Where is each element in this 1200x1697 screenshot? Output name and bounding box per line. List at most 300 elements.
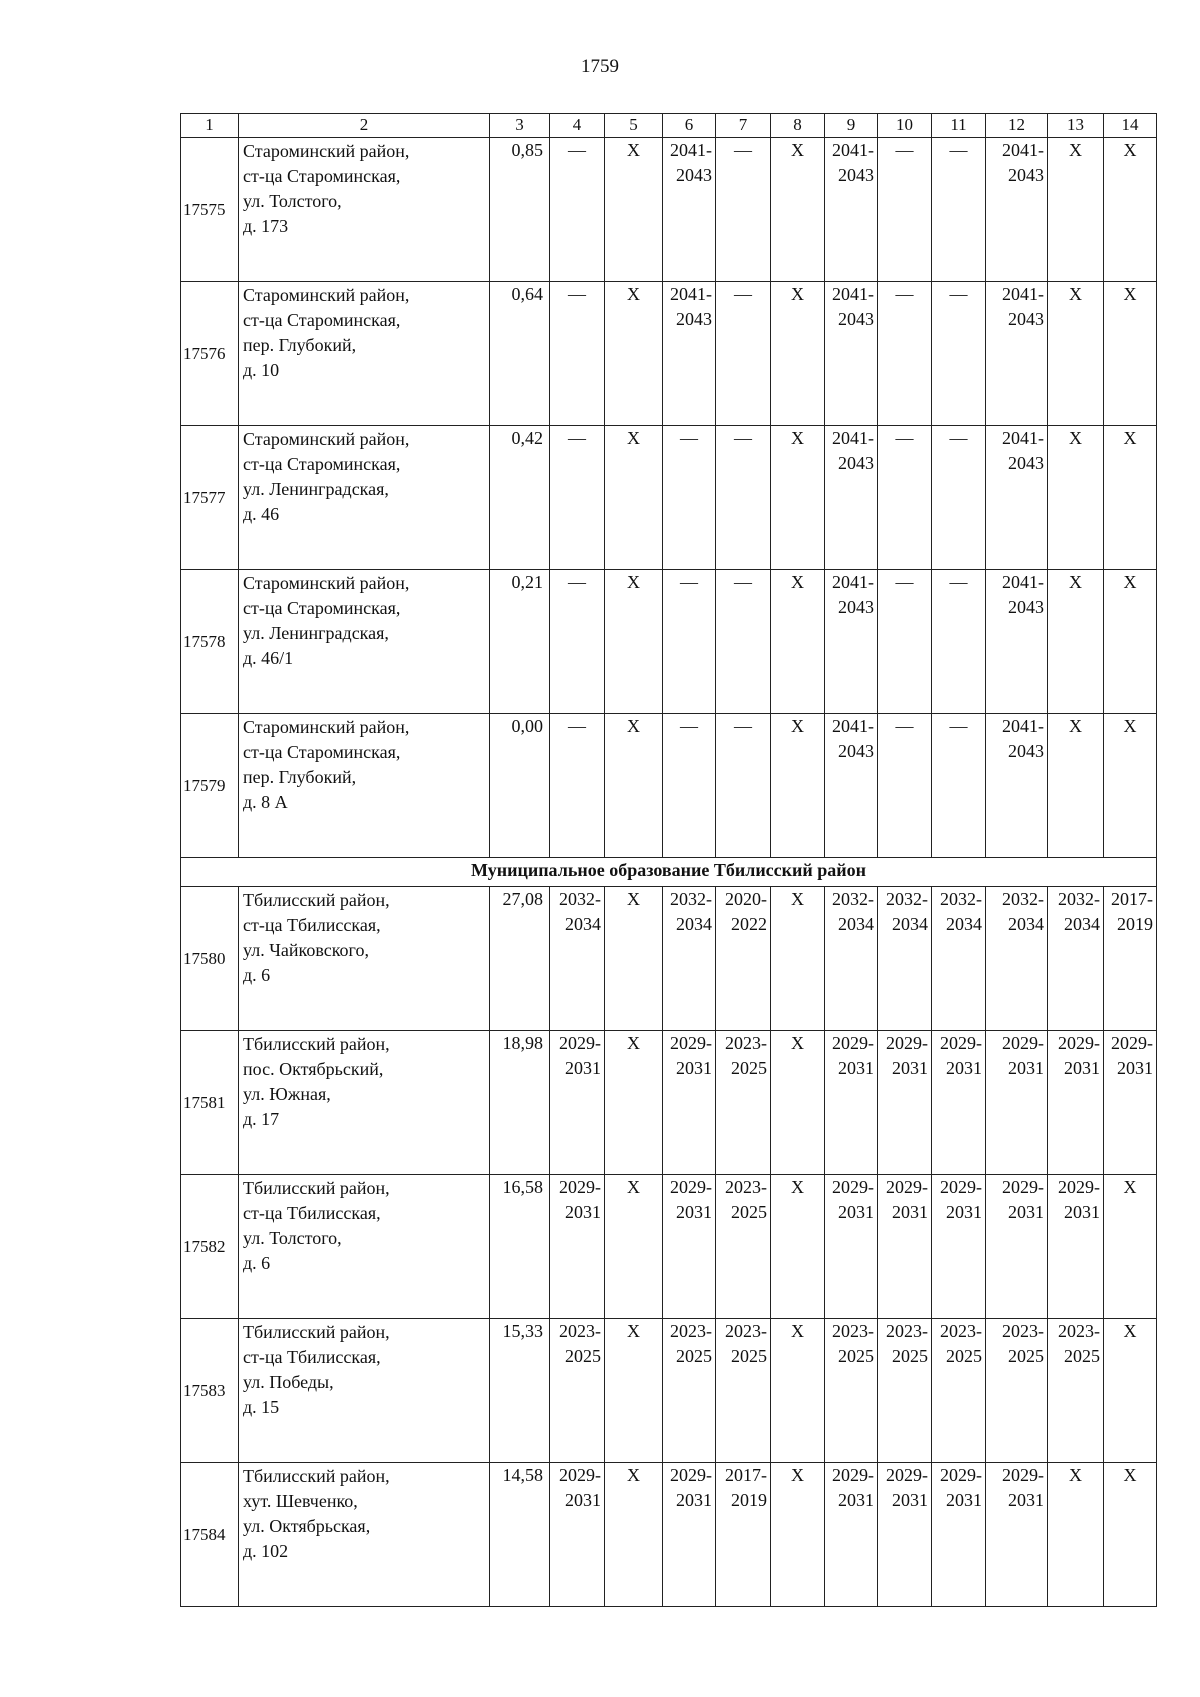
- value-cell: —: [716, 426, 771, 570]
- period-part: 2034: [1064, 914, 1100, 934]
- period-cell: [825, 714, 878, 858]
- value-cell: Х: [1048, 714, 1104, 858]
- value-cell: —: [878, 282, 932, 426]
- period-part: 2029-: [670, 1465, 712, 1485]
- period-part: 2023-: [832, 1321, 874, 1341]
- period-part: 2031: [565, 1490, 601, 1510]
- value-cell: 0,21: [490, 570, 550, 714]
- column-header: 5: [605, 114, 663, 138]
- period-part: 2025: [731, 1346, 767, 1366]
- period-cell: [1048, 887, 1104, 1031]
- period-cell: [878, 1463, 932, 1607]
- period-part: 2043: [676, 309, 712, 329]
- value-cell: 0,42: [490, 426, 550, 570]
- address-line: ул. Ленинградская,: [243, 623, 389, 643]
- table-row: [181, 1031, 1157, 1175]
- period-part: 2023-: [670, 1321, 712, 1341]
- value-cell: Х: [605, 1319, 663, 1463]
- column-header-row: [181, 114, 1157, 138]
- table-row: [181, 426, 1157, 570]
- period-cell: [986, 426, 1048, 570]
- address-line: Староминский район,: [243, 285, 410, 305]
- period-cell: [663, 1463, 716, 1607]
- value-cell: Х: [605, 1031, 663, 1175]
- period-part: 2022: [731, 914, 767, 934]
- period-cell: [825, 1319, 878, 1463]
- period-part: 2031: [676, 1202, 712, 1222]
- value-cell: Х: [1048, 1463, 1104, 1607]
- address-line: ст-ца Тбилисская,: [243, 915, 381, 935]
- period-cell: [825, 887, 878, 1031]
- period-part: 2031: [676, 1490, 712, 1510]
- address-line: ст-ца Староминская,: [243, 166, 401, 186]
- period-part: 2029-: [886, 1177, 928, 1197]
- row-number: 17577: [181, 426, 239, 570]
- period-part: 2029-: [559, 1177, 601, 1197]
- row-number: 17583: [181, 1319, 239, 1463]
- value-cell: Х: [771, 1319, 825, 1463]
- period-part: 2025: [1064, 1346, 1100, 1366]
- address-line: д. 6: [243, 965, 271, 985]
- value-cell: Х: [605, 282, 663, 426]
- value-cell: Х: [1104, 138, 1157, 282]
- period-part: 2041-: [832, 140, 874, 160]
- period-cell: [986, 1175, 1048, 1319]
- address-line: Староминский район,: [243, 141, 410, 161]
- address-line: Тбилисский район,: [243, 1322, 390, 1342]
- value-cell: —: [716, 570, 771, 714]
- period-part: 2025: [565, 1346, 601, 1366]
- value-cell: Х: [1104, 714, 1157, 858]
- address-line: ул. Толстого,: [243, 191, 342, 211]
- period-part: 2025: [676, 1346, 712, 1366]
- period-cell: [825, 570, 878, 714]
- value-cell: 0,64: [490, 282, 550, 426]
- period-part: 2023-: [725, 1177, 767, 1197]
- column-header: 8: [771, 114, 825, 138]
- address-cell: [239, 570, 490, 714]
- period-part: 2034: [565, 914, 601, 934]
- period-cell: [878, 887, 932, 1031]
- period-cell: [1104, 887, 1157, 1031]
- period-cell: [663, 887, 716, 1031]
- value-cell: Х: [605, 714, 663, 858]
- address-line: д. 46/1: [243, 648, 294, 668]
- column-header: 13: [1048, 114, 1104, 138]
- period-cell: [663, 138, 716, 282]
- period-cell: [716, 1031, 771, 1175]
- period-cell: [716, 1463, 771, 1607]
- value-cell: Х: [1048, 138, 1104, 282]
- value-cell: —: [878, 138, 932, 282]
- row-number: 17581: [181, 1031, 239, 1175]
- address-cell: [239, 282, 490, 426]
- period-part: 2031: [892, 1058, 928, 1078]
- period-part: 2019: [1117, 914, 1153, 934]
- period-part: 2019: [731, 1490, 767, 1510]
- address-line: Староминский район,: [243, 429, 410, 449]
- period-cell: [825, 1175, 878, 1319]
- column-header: 7: [716, 114, 771, 138]
- address-line: ул. Южная,: [243, 1084, 331, 1104]
- table-row: [181, 1463, 1157, 1607]
- value-cell: Х: [605, 1175, 663, 1319]
- value-cell: 27,08: [490, 887, 550, 1031]
- period-part: 2029-: [1002, 1177, 1044, 1197]
- value-cell: 0,00: [490, 714, 550, 858]
- period-cell: [986, 1031, 1048, 1175]
- value-cell: Х: [605, 887, 663, 1031]
- address-line: Староминский район,: [243, 573, 410, 593]
- period-part: 2032-: [940, 889, 982, 909]
- value-cell: Х: [1104, 1175, 1157, 1319]
- period-part: 2031: [1064, 1058, 1100, 1078]
- value-cell: Х: [771, 426, 825, 570]
- period-part: 2025: [838, 1346, 874, 1366]
- period-cell: [550, 1031, 605, 1175]
- column-header: 3: [490, 114, 550, 138]
- value-cell: —: [550, 138, 605, 282]
- period-part: 2029-: [832, 1033, 874, 1053]
- period-part: 2031: [1064, 1202, 1100, 1222]
- period-part: 2029-: [1111, 1033, 1153, 1053]
- address-line: Тбилисский район,: [243, 1034, 390, 1054]
- period-cell: [550, 1175, 605, 1319]
- period-part: 2031: [892, 1202, 928, 1222]
- value-cell: Х: [771, 570, 825, 714]
- table-row: [181, 282, 1157, 426]
- period-part: 2023-: [725, 1321, 767, 1341]
- period-part: 2043: [1008, 741, 1044, 761]
- value-cell: —: [878, 570, 932, 714]
- period-cell: [1048, 1031, 1104, 1175]
- row-number: 17584: [181, 1463, 239, 1607]
- period-cell: [550, 887, 605, 1031]
- period-cell: [986, 1463, 1048, 1607]
- value-cell: —: [663, 714, 716, 858]
- period-part: 2034: [838, 914, 874, 934]
- period-part: 2041-: [1002, 428, 1044, 448]
- table-row: [181, 887, 1157, 1031]
- period-cell: [1104, 1031, 1157, 1175]
- address-line: ст-ца Тбилисская,: [243, 1347, 381, 1367]
- period-part: 2025: [731, 1058, 767, 1078]
- address-cell: [239, 1031, 490, 1175]
- period-part: 2034: [676, 914, 712, 934]
- value-cell: —: [878, 426, 932, 570]
- period-part: 2043: [1008, 309, 1044, 329]
- value-cell: —: [716, 714, 771, 858]
- register-table: [180, 113, 1157, 1607]
- address-line: ст-ца Староминская,: [243, 310, 401, 330]
- period-part: 2032-: [886, 889, 928, 909]
- period-cell: [663, 1319, 716, 1463]
- period-part: 2029-: [1058, 1177, 1100, 1197]
- period-cell: [663, 1175, 716, 1319]
- period-part: 2032-: [670, 889, 712, 909]
- period-part: 2023-: [725, 1033, 767, 1053]
- address-line: хут. Шевченко,: [243, 1491, 358, 1511]
- address-line: д. 102: [243, 1541, 289, 1561]
- value-cell: Х: [605, 570, 663, 714]
- address-line: д. 6: [243, 1253, 271, 1273]
- value-cell: Х: [1048, 282, 1104, 426]
- period-part: 2029-: [1002, 1033, 1044, 1053]
- address-cell: [239, 1463, 490, 1607]
- address-line: ул. Октябрьская,: [243, 1516, 371, 1536]
- period-part: 2017-: [725, 1465, 767, 1485]
- row-number: 17579: [181, 714, 239, 858]
- period-part: 2032-: [1058, 889, 1100, 909]
- period-part: 2041-: [832, 284, 874, 304]
- period-cell: [663, 282, 716, 426]
- period-cell: [932, 1175, 986, 1319]
- period-cell: [825, 282, 878, 426]
- value-cell: Х: [771, 714, 825, 858]
- period-cell: [1048, 1175, 1104, 1319]
- row-number: 17582: [181, 1175, 239, 1319]
- period-part: 2043: [676, 165, 712, 185]
- value-cell: Х: [1048, 570, 1104, 714]
- column-header: 11: [932, 114, 986, 138]
- address-line: д. 10: [243, 360, 280, 380]
- value-cell: Х: [1104, 282, 1157, 426]
- value-cell: —: [663, 426, 716, 570]
- address-line: пер. Глубокий,: [243, 767, 357, 787]
- value-cell: Х: [1104, 426, 1157, 570]
- table-row: [181, 714, 1157, 858]
- table-row: [181, 570, 1157, 714]
- period-part: 2029-: [832, 1177, 874, 1197]
- value-cell: —: [878, 714, 932, 858]
- address-line: Тбилисский район,: [243, 890, 390, 910]
- value-cell: Х: [771, 1031, 825, 1175]
- period-cell: [986, 138, 1048, 282]
- value-cell: —: [932, 138, 986, 282]
- period-part: 2041-: [832, 572, 874, 592]
- period-part: 2029-: [886, 1465, 928, 1485]
- table-row: [181, 1319, 1157, 1463]
- value-cell: Х: [771, 282, 825, 426]
- value-cell: —: [550, 570, 605, 714]
- period-part: 2023-: [886, 1321, 928, 1341]
- period-part: 2043: [838, 741, 874, 761]
- address-cell: [239, 426, 490, 570]
- period-cell: [825, 426, 878, 570]
- period-part: 2043: [838, 309, 874, 329]
- section-title: Муниципальное образование Тбилисский район: [181, 858, 1157, 887]
- period-part: 2029-: [559, 1033, 601, 1053]
- period-part: 2023-: [940, 1321, 982, 1341]
- value-cell: Х: [1104, 570, 1157, 714]
- period-cell: [878, 1319, 932, 1463]
- period-part: 2031: [838, 1490, 874, 1510]
- address-cell: [239, 138, 490, 282]
- period-part: 2032-: [559, 889, 601, 909]
- period-part: 2029-: [670, 1177, 712, 1197]
- period-cell: [932, 1031, 986, 1175]
- value-cell: —: [663, 570, 716, 714]
- value-cell: Х: [771, 887, 825, 1031]
- value-cell: —: [932, 714, 986, 858]
- row-number: 17578: [181, 570, 239, 714]
- period-cell: [986, 1319, 1048, 1463]
- period-part: 2029-: [1058, 1033, 1100, 1053]
- period-part: 2032-: [1002, 889, 1044, 909]
- value-cell: 0,85: [490, 138, 550, 282]
- value-cell: Х: [1104, 1319, 1157, 1463]
- period-part: 2029-: [940, 1177, 982, 1197]
- address-line: пер. Глубокий,: [243, 335, 357, 355]
- value-cell: Х: [605, 426, 663, 570]
- period-cell: [986, 570, 1048, 714]
- period-cell: [878, 1031, 932, 1175]
- address-line: ст-ца Тбилисская,: [243, 1203, 381, 1223]
- period-part: 2043: [1008, 453, 1044, 473]
- value-cell: 14,58: [490, 1463, 550, 1607]
- row-number: 17575: [181, 138, 239, 282]
- period-part: 2031: [1008, 1202, 1044, 1222]
- period-part: 2043: [1008, 165, 1044, 185]
- period-part: 2041-: [670, 140, 712, 160]
- period-cell: [932, 1319, 986, 1463]
- value-cell: —: [550, 282, 605, 426]
- period-cell: [716, 887, 771, 1031]
- period-part: 2023-: [1058, 1321, 1100, 1341]
- period-part: 2034: [892, 914, 928, 934]
- address-line: пос. Октябрьский,: [243, 1059, 384, 1079]
- address-cell: [239, 1319, 490, 1463]
- period-cell: [550, 1463, 605, 1607]
- column-header: 12: [986, 114, 1048, 138]
- period-part: 2031: [1008, 1490, 1044, 1510]
- table-row: [181, 138, 1157, 282]
- value-cell: —: [932, 426, 986, 570]
- period-part: 2034: [1008, 914, 1044, 934]
- address-line: ул. Толстого,: [243, 1228, 342, 1248]
- period-cell: [986, 887, 1048, 1031]
- period-cell: [986, 714, 1048, 858]
- period-part: 2031: [1008, 1058, 1044, 1078]
- period-part: 2029-: [940, 1033, 982, 1053]
- period-cell: [1048, 1319, 1104, 1463]
- address-line: ул. Победы,: [243, 1372, 334, 1392]
- period-part: 2031: [1117, 1058, 1153, 1078]
- period-cell: [986, 282, 1048, 426]
- period-cell: [716, 1175, 771, 1319]
- value-cell: 18,98: [490, 1031, 550, 1175]
- period-part: 2043: [838, 165, 874, 185]
- value-cell: Х: [1104, 1463, 1157, 1607]
- address-line: Тбилисский район,: [243, 1466, 390, 1486]
- value-cell: Х: [771, 138, 825, 282]
- column-header: 14: [1104, 114, 1157, 138]
- table-row: [181, 1175, 1157, 1319]
- period-part: 2043: [1008, 597, 1044, 617]
- period-cell: [932, 887, 986, 1031]
- period-cell: [825, 1463, 878, 1607]
- value-cell: Х: [605, 138, 663, 282]
- column-header: 6: [663, 114, 716, 138]
- address-line: д. 17: [243, 1109, 280, 1129]
- column-header: 2: [239, 114, 490, 138]
- period-part: 2041-: [1002, 572, 1044, 592]
- period-part: 2031: [838, 1202, 874, 1222]
- period-part: 2032-: [832, 889, 874, 909]
- period-part: 2029-: [886, 1033, 928, 1053]
- period-part: 2041-: [1002, 284, 1044, 304]
- page-number: 1759: [581, 56, 619, 77]
- period-part: 2025: [892, 1346, 928, 1366]
- period-part: 2041-: [670, 284, 712, 304]
- row-number: 17580: [181, 887, 239, 1031]
- address-line: Тбилисский район,: [243, 1178, 390, 1198]
- address-line: ст-ца Староминская,: [243, 454, 401, 474]
- value-cell: Х: [771, 1175, 825, 1319]
- value-cell: 16,58: [490, 1175, 550, 1319]
- value-cell: —: [550, 714, 605, 858]
- period-part: 2041-: [832, 716, 874, 736]
- period-part: 2031: [565, 1202, 601, 1222]
- period-part: 2031: [946, 1490, 982, 1510]
- address-line: Староминский район,: [243, 717, 410, 737]
- period-part: 2041-: [1002, 716, 1044, 736]
- period-part: 2017-: [1111, 889, 1153, 909]
- period-part: 2034: [946, 914, 982, 934]
- address-cell: [239, 714, 490, 858]
- value-cell: —: [932, 282, 986, 426]
- period-cell: [825, 1031, 878, 1175]
- value-cell: —: [716, 282, 771, 426]
- value-cell: —: [716, 138, 771, 282]
- address-line: ст-ца Староминская,: [243, 742, 401, 762]
- column-header: 4: [550, 114, 605, 138]
- period-part: 2043: [838, 597, 874, 617]
- period-part: 2025: [946, 1346, 982, 1366]
- period-cell: [716, 1319, 771, 1463]
- period-part: 2029-: [940, 1465, 982, 1485]
- period-cell: [663, 1031, 716, 1175]
- period-part: 2020-: [725, 889, 767, 909]
- value-cell: —: [932, 570, 986, 714]
- address-line: д. 15: [243, 1397, 280, 1417]
- period-part: 2023-: [559, 1321, 601, 1341]
- value-cell: 15,33: [490, 1319, 550, 1463]
- period-cell: [878, 1175, 932, 1319]
- period-cell: [550, 1319, 605, 1463]
- period-part: 2031: [565, 1058, 601, 1078]
- address-cell: [239, 1175, 490, 1319]
- period-part: 2043: [838, 453, 874, 473]
- address-line: ст-ца Староминская,: [243, 598, 401, 618]
- section-header-row: [181, 858, 1157, 887]
- address-line: ул. Чайковского,: [243, 940, 369, 960]
- address-line: ул. Ленинградская,: [243, 479, 389, 499]
- period-part: 2023-: [1002, 1321, 1044, 1341]
- value-cell: Х: [771, 1463, 825, 1607]
- period-part: 2029-: [832, 1465, 874, 1485]
- period-part: 2031: [892, 1490, 928, 1510]
- address-line: д. 8 А: [243, 792, 288, 812]
- value-cell: Х: [1048, 426, 1104, 570]
- value-cell: Х: [605, 1463, 663, 1607]
- address-line: д. 46: [243, 504, 280, 524]
- period-part: 2041-: [1002, 140, 1044, 160]
- column-header: 1: [181, 114, 239, 138]
- period-part: 2041-: [832, 428, 874, 448]
- period-part: 2029-: [1002, 1465, 1044, 1485]
- address-line: д. 173: [243, 216, 289, 236]
